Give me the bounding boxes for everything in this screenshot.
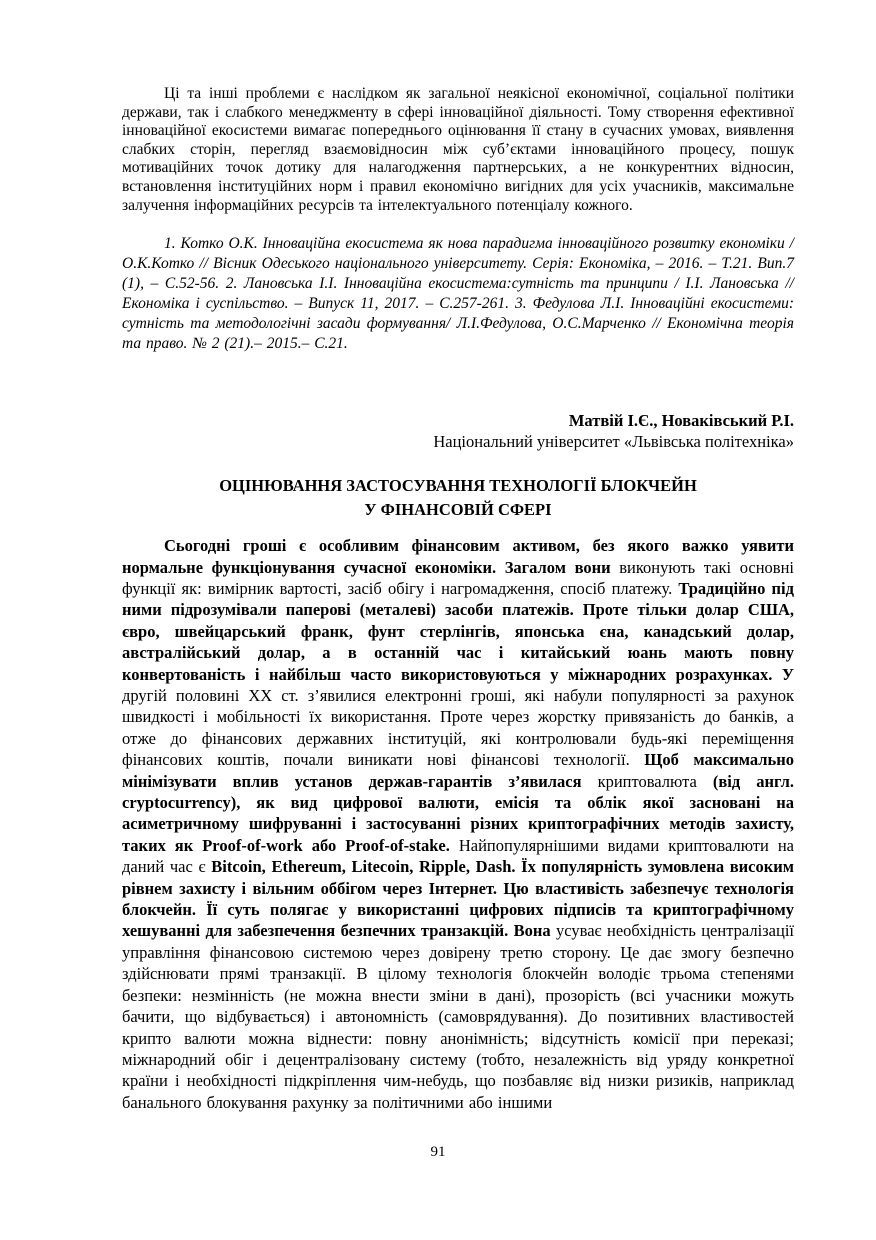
body-segment: виконують такі основні функції як: вимірник вартості, засіб обігу і нагромадження, спосіб платежу. <box>122 557 794 598</box>
body-segment: криптовалюта <box>597 771 713 791</box>
body-segment: Найпопулярнішими видами криптовалюти на даний час є <box>122 835 794 877</box>
article-title-line2: У ФІНАНСОВІЙ СФЕРІ <box>364 500 552 520</box>
page-number: 91 <box>430 1144 446 1160</box>
authors-line: Матвій І.Є., Новаківський Р.І. <box>568 411 794 431</box>
body-segment: усуває необхідність централізації управління фінансовою системою через довірену третю сторону. Це дає змогу безпечно здійснювати прямі транзакції. В цілому технологія блокчейн володіє трьома степенями безпеки: незмінність (не можна внести зміни в дані), прозорість (всі учасники можуть бачити, що відбувається) і автономність (самоврядування). До позитивних властивостей крипто валюти можна віднести: повну анонімність; відсутність комісії при переказі; міжнародний обіг і децентралізовану систему (тобто, незалежність від уряду конкретної країни і необхідності підкріплення чим-небудь, що позбавляє від низки ризиків, наприклад банального блокування рахунку за політичними або іншими <box>122 921 794 1112</box>
body-segment: (від англ. cryptocurrency), як вид цифрової валюти, емісія та облік якої засновані на асиметричному шифруванні і застосуванні різних криптографічних методів захисту, таких як Proof-of-work або Proof-of-stake. <box>122 771 794 855</box>
body-paragraph <box>122 535 794 1113</box>
body-segment: Традиційно під ними підрозумівали паперові (металеві) засоби платежів. Проте тільки долар США, євро, швейцарський франк, фунт стерлінгів, японська єна, канадський долар, австралійський долар, а в останній час і китайський юань мають повну конвертованість і найбільш часто використовуються у міжнародних розрахунках. У <box>122 578 794 684</box>
intro-paragraph: Ці та інші проблеми є наслідком як загальної неякісної економічної, соціальної політики держави, так і слабкого менеджменту в сфері інноваційної діяльності. Тому створення ефективної інноваційної екосистеми вимагає попереднього оцінювання її стану в сучасних умовах, виявлення слабких сторін, перегляд взаємовідносин між суб’єктами інноваційного процесу, пошук мотиваційних точок дотику для налагодження партнерських, а не конкурентних відносин, встановлення інституційних норм і правил економічно вигідних для усіх учасників, максимальне залучення інформаційних ресурсів та інтелектуального потенціалу кожного. <box>122 85 794 214</box>
article-title-line1: ОЦІНЮВАННЯ ЗАСТОСУВАННЯ ТЕХНОЛОГІЇ БЛОКЧЕЙН <box>219 476 697 496</box>
body-segment: другій половині XX ст. з’явилися електронні гроші, які набули популярності за рахунок швидкості і мобільності їх використання. Проте через жорстку привязаність до банків, а отже до фінансових державних інституцій, які контролювали будь-які переміщення фінансових коштів, почали виникати нові фінансові технології. <box>122 686 794 770</box>
article-title <box>122 474 794 522</box>
byline <box>122 410 794 452</box>
body-segment: Bitcoin, Ethereum, Litecoin, Ripple, Dash. Їх популярність зумовлена високим рівнем захисту і вільним оббігом через Інтернет. Цю властивість забезпечує технологія блокчейн. Її суть полягає у використанні цифрових підписів та криптографічному хешуванні для забезпечення безпечних транзакцій. Вона <box>122 857 794 941</box>
affiliation-line: Національний університет «Львівська політехніка» <box>433 432 794 452</box>
body-segment: Щоб максимально мінімізувати вплив установ держав-гарантів з’явилася <box>122 750 794 791</box>
references-paragraph: 1. Котко О.К. Інноваційна екосистема як нова парадигма інноваційного розвитку економіки / О.К.Котко // Вісник Одеського національного університету. Серія: Економіка, – 2016. – Т.21. Вип.7 (1), – С.52-56. 2. Лановська І.І. Інноваційна екосистема:сутність та принципи / І.І. Лановська // Економіка і суспільство. – Випуск 11, 2017. – С.257-261. 3. Федулова Л.І. Інноваційні екосистеми: сутність та методологічні засади формування/ Л.І.Федулова, О.С.Марченко // Економічна теорія та право. № 2 (21).– 2015.– С.21. <box>122 235 794 353</box>
body-segment: Сьогодні гроші є особливим фінансовим активом, без якого важко уявити нормальне функціонування сучасної економіки. Загалом вони <box>122 536 794 577</box>
